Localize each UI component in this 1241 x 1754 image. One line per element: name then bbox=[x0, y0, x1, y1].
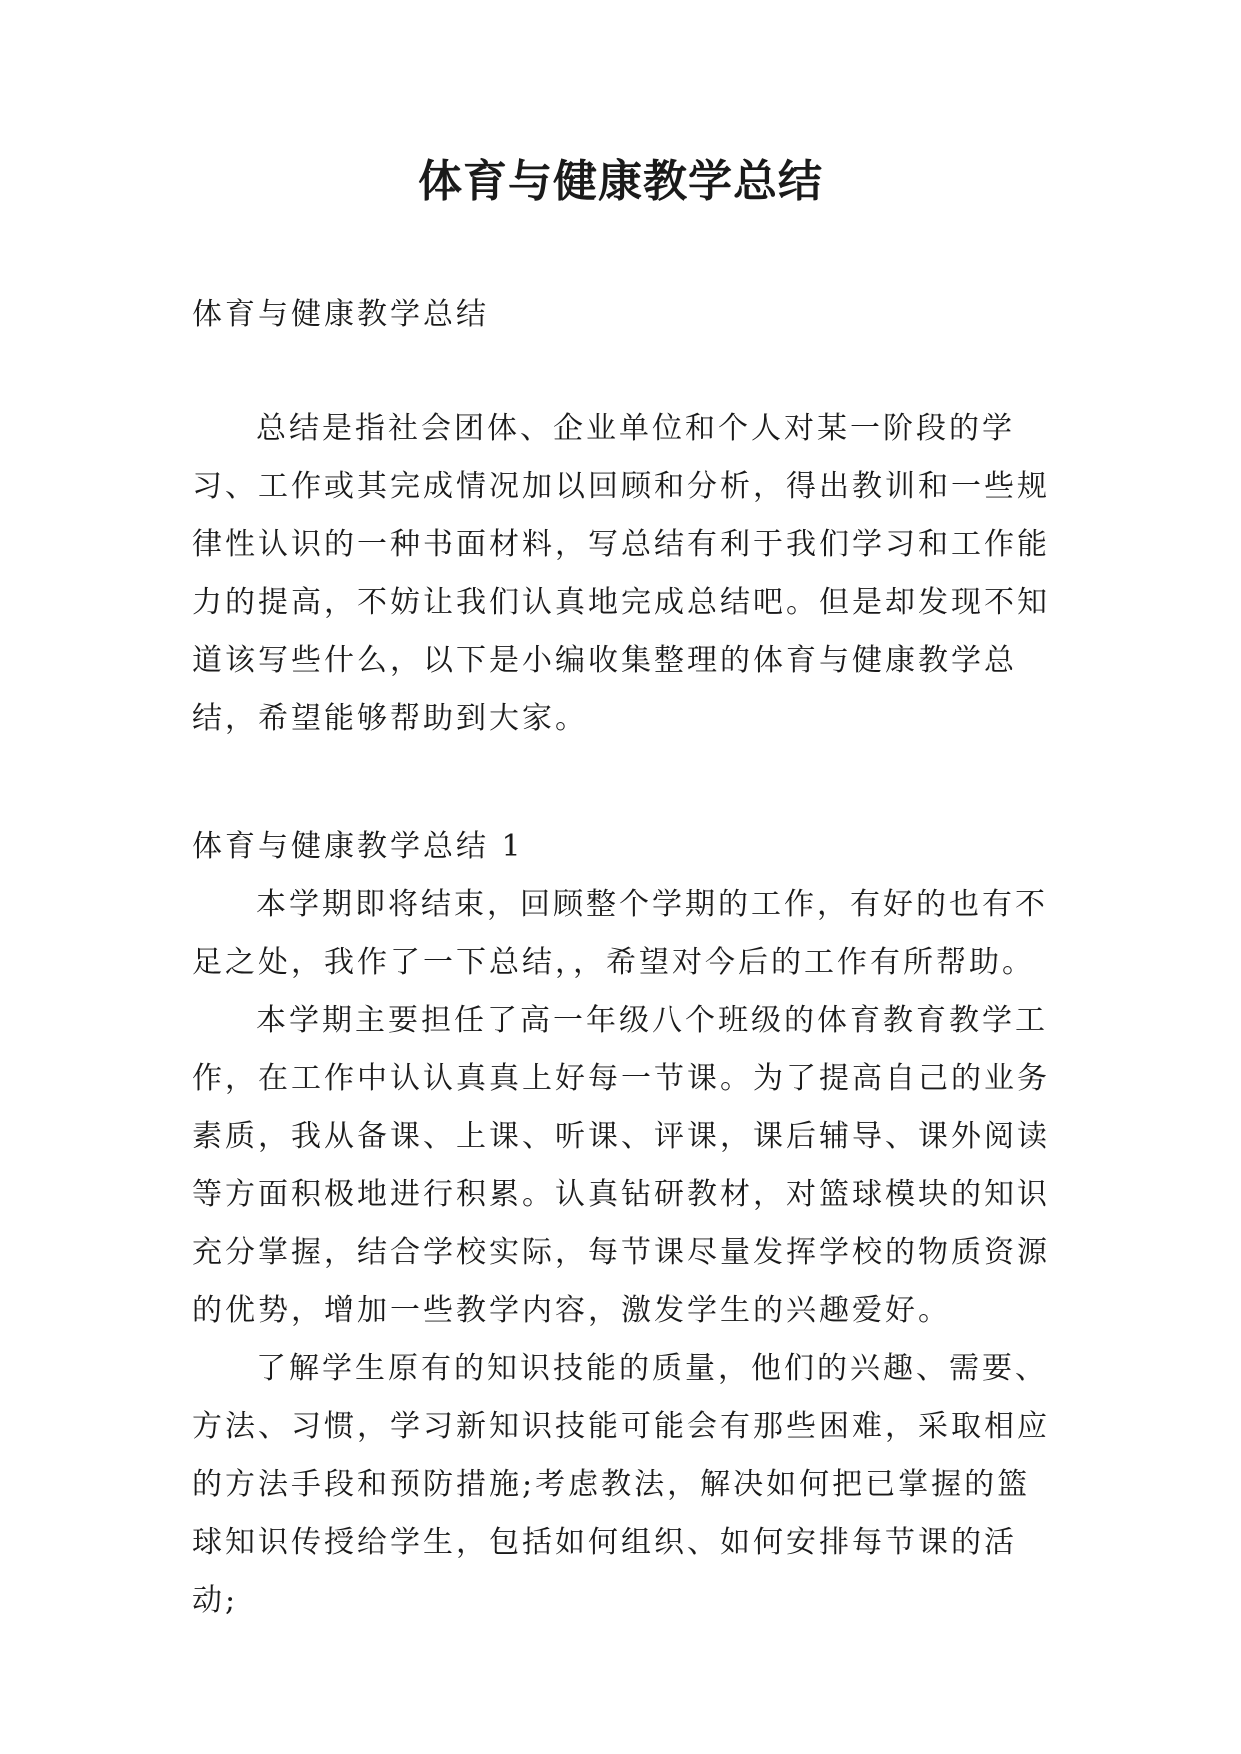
body-paragraph: 了解学生原有的知识技能的质量，他们的兴趣、需要、方法、习惯，学习新知识技能可能会有那些困难，采取相应的方法手段和预防措施;考虑教法，解决如何把已掌握的篮球知识传授给学生，包括如何组织、如何安排每节课的活动; bbox=[192, 1351, 1050, 1618]
intro-paragraph: 总结是指社会团体、企业单位和个人对某一阶段的学习、工作或其完成情况加以回顾和分析，得出教训和一些规律性认识的一种书面材料，写总结有利于我们学习和工作能力的提高，不妨让我们认真地完成总结吧。但是却发现不知道该写些什么，以下是小编收集整理的体育与健康教学总结，希望能够帮助到大家。 bbox=[192, 411, 1050, 736]
section-heading: 体育与健康教学总结 1 bbox=[192, 829, 524, 864]
body-paragraph: 本学期主要担任了高一年级八个班级的体育教育教学工作，在工作中认认真真上好每一节课。为了提高自己的业务素质，我从备课、上课、听课、评课，课后辅导、课外阅读等方面积极地进行积累。认真钻研教材，对篮球模块的知识充分掌握，结合学校实际，每节课尽量发挥学校的物质资源的优势，增加一些教学内容，激发学生的兴趣爱好。 bbox=[192, 1003, 1050, 1328]
document-subtitle: 体育与健康教学总结 bbox=[192, 297, 489, 332]
document-title: 体育与健康教学总结 bbox=[418, 156, 823, 207]
body-paragraph: 本学期即将结束，回顾整个学期的工作，有好的也有不足之处，我作了一下总结，，希望对今后的工作有所帮助。 bbox=[192, 887, 1048, 980]
